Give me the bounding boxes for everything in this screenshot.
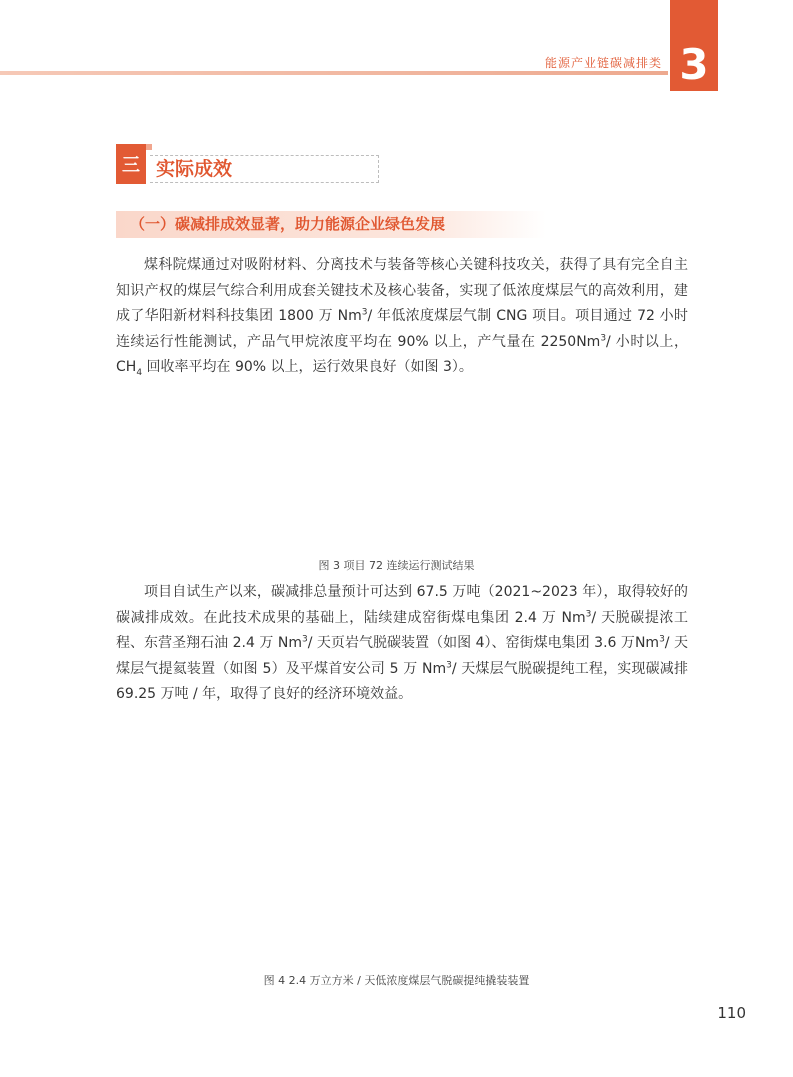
paragraph-2-line: / 天脱碳提: [591, 609, 660, 626]
paragraph-1-line: 时连续运行性能测试，产品气甲烷浓度平均在 90% 以上，产气量在 2250Nm: [116, 308, 688, 350]
paragraph-1: [116, 253, 688, 381]
paragraph-2-line: / 天煤层气脱碳提纯工程，: [451, 660, 618, 677]
paragraph-2-line: 浓工程、东营圣翔石油 2.4 万 Nm: [116, 609, 688, 651]
subscript: 4: [136, 367, 143, 378]
paragraph-2-line: Nm: [634, 635, 660, 651]
paragraph-1-line: / 年低浓度煤层气制 CNG 项目。项目通过 72 小: [367, 308, 674, 324]
paragraph-2-line: 项目自试生产以来，碳减排总量预计可达到 67.5 万吨（2021~2023 年），取得较好: [144, 584, 674, 600]
subsection-title: （一）碳减排成效显著，助力能源企业绿色发展: [130, 215, 446, 233]
header-rule: [0, 71, 668, 75]
chapter-number: 3: [679, 40, 709, 89]
paragraph-2-line: 的碳减排成效。在此技术成果的基础上，陆续建成窑街煤电集团 2.4 万 Nm: [116, 584, 688, 626]
chapter-number-box: [670, 0, 718, 91]
paragraph-1-line: CH: [116, 359, 137, 375]
section-title: 实际成效: [156, 158, 233, 180]
superscript: 3: [600, 332, 607, 343]
section-heading: [116, 144, 378, 184]
paragraph-1-line: / 小时以上，: [606, 333, 688, 350]
paragraph-1-line: 主知识产权的煤层气综合利用成套关键技术及核心装备，实现了低浓度煤层气的高效利用，: [116, 257, 688, 299]
superscript: 3: [361, 307, 368, 318]
figure-3-caption: 图 3 项目 72 连续运行测试结果: [318, 559, 475, 572]
subsection-heading: [116, 211, 546, 238]
figure-4-image-area: [116, 715, 688, 965]
superscript: 3: [659, 634, 665, 645]
superscript: 3: [301, 634, 308, 645]
figure-3-image-area: [116, 385, 688, 550]
paragraph-2: [116, 580, 688, 708]
chapter-label: 能源产业链碳减排类: [544, 56, 662, 70]
paragraph-2-line: 实现碳减排 69.25 万吨 / 年，取得了良好的经济环境效益。: [116, 660, 688, 702]
figure-4-caption: 图 4 2.4 万立方米 / 天低浓度煤层气脱碳提纯撬装装置: [263, 974, 530, 987]
paragraph-2-line: / 天页岩气脱碳装置（如图 4）、窑街煤电集团 3.6 万: [307, 635, 635, 651]
section-badge: 三: [116, 144, 146, 184]
paragraph-1-line: 煤科院煤通过对吸附材料、分离技术与装备等核心关键科技攻关，获得了具有完全自: [144, 257, 674, 273]
superscript: 3: [446, 659, 452, 670]
superscript: 3: [585, 608, 592, 619]
paragraph-1-line: 回收率平均在 90% 以上，运行效果良好（如图 3）。: [142, 359, 473, 375]
page-number: 110: [717, 1004, 746, 1022]
paragraph-2-line: / 天煤层气提氦装置（如图 5）及平煤首安公司 5 万 Nm: [116, 635, 688, 677]
paragraph-1-line: 建成了华阳新材料科技集团 1800 万 Nm: [116, 282, 688, 324]
